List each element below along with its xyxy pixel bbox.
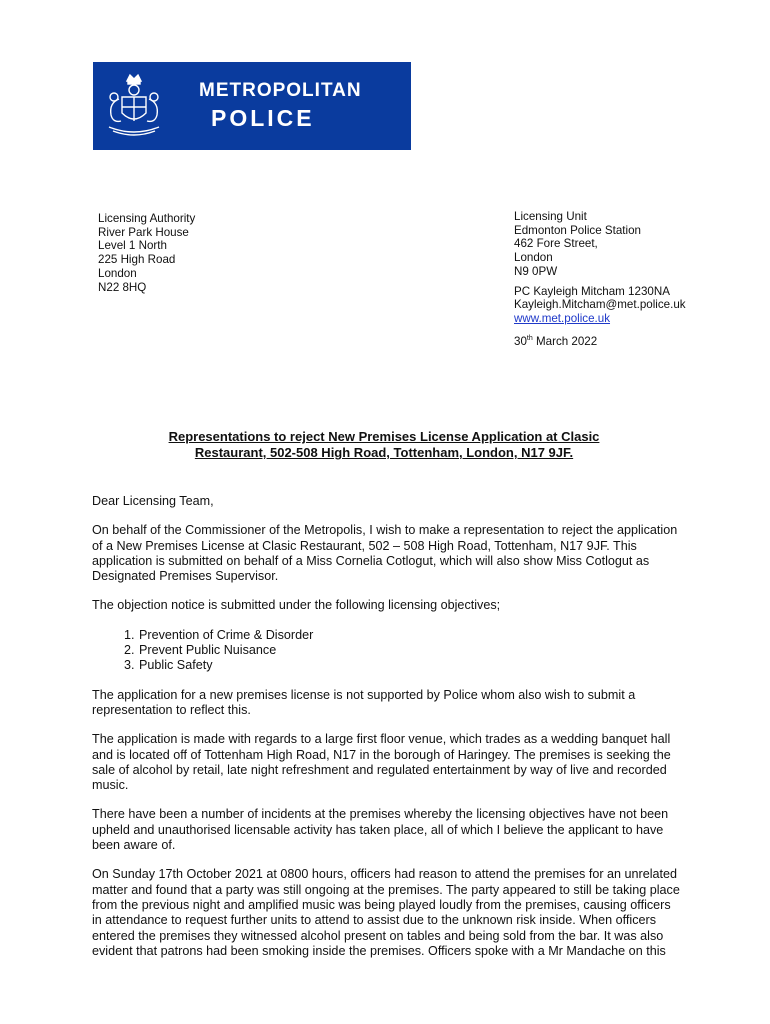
licensing-objectives-list	[92, 628, 682, 674]
salutation: Dear Licensing Team,	[92, 494, 214, 508]
paragraph-not-supported: The application for a new premises license is not supported by Police whom also wish to submit a representation to reflect this.	[92, 687, 636, 717]
letter-title	[92, 429, 676, 461]
sender-address	[514, 210, 686, 348]
sender-address-line: 462 Fore Street,	[514, 237, 598, 251]
paragraph-venue-description: The application is made with regards to a large first floor venue, which trades as a wedding banquet hall and is located off of Tottenham High Road, N17 in the borough of Haringey. The premises is seeking the sale of alcohol by retail, late night refreshment and regulated entertainment by way of live and recorded music.	[92, 732, 671, 793]
sender-address-line: Edmonton Police Station	[514, 223, 641, 237]
recipient-address-line: N22 8HQ	[98, 280, 147, 294]
title-line-1: Representations to reject New Premises License Application at Clasic	[168, 429, 600, 444]
sender-address-line: London	[514, 251, 553, 265]
officer-name: PC Kayleigh Mitcham 1230NA	[514, 284, 670, 298]
list-item: 1. Prevention of Crime & Disorder	[138, 628, 682, 643]
paragraph-incidents: There have been a number of incidents at the premises whereby the licensing objectives have not been upheld and unauthorised licensable activity has taken place, all of which I believe the applicant to have been aware of.	[92, 807, 669, 853]
letter-body	[92, 494, 682, 973]
list-item: 3. Public Safety	[138, 658, 682, 673]
paragraph-representation: On behalf of the Commissioner of the Metropolis, I wish to make a representation to reject the application of a New Premises License at Clasic Restaurant, 502 – 508 High Road, Tottenham, N17 9JF. This application is submitted on behalf of a Miss Cornelia Cotlogut, which will also show Miss Cotlogut as Designated Premises Supervisor.	[92, 523, 678, 584]
letter-date	[514, 332, 686, 349]
date-day: 30	[514, 334, 527, 348]
paragraph-october-incident: On Sunday 17th October 2021 at 0800 hours, officers had reason to attend the premises for an unrelated matter and found that a party was still ongoing at the premises. The party appeared to still be taking place from the previous night and amplified music was being played loudly from the premises, causing officers in attendance to request further units to attend to assist due to the unknown risk inside. When officers entered the premises they witnessed alcohol present on tables and being sold from the bar. It was also evident that patrons had been smoking inside the premises. Officers spoke with a Mr Mandache on this	[92, 867, 680, 958]
recipient-address-line: 225 High Road	[98, 253, 176, 267]
officer-email: Kayleigh.Mitcham@met.police.uk	[514, 298, 686, 312]
title-line-2: Restaurant, 502-508 High Road, Tottenham, London, N17 9JF.	[194, 445, 574, 460]
date-month-year: March 2022	[532, 334, 598, 348]
royal-crest-icon	[97, 69, 171, 143]
recipient-address	[98, 212, 195, 294]
logo-line-police: POLICE	[211, 105, 315, 131]
sender-address-line: N9 0PW	[514, 264, 558, 278]
recipient-address-line: Licensing Authority	[98, 212, 196, 225]
recipient-address-line: Level 1 North	[98, 239, 167, 253]
paragraph-objection-notice: The objection notice is submitted under the following licensing objectives;	[92, 598, 501, 613]
recipient-address-line: London	[98, 266, 137, 280]
metropolitan-police-logo	[93, 62, 411, 150]
list-item: 2. Prevent Public Nuisance	[138, 643, 682, 658]
website-link[interactable]: www.met.police.uk	[514, 311, 611, 325]
recipient-address-line: River Park House	[98, 225, 189, 239]
logo-wordmark	[199, 79, 362, 133]
date-suffix: th	[526, 334, 533, 342]
sender-address-line: Licensing Unit	[514, 210, 587, 223]
logo-line-metropolitan: METROPOLITAN	[199, 80, 362, 101]
